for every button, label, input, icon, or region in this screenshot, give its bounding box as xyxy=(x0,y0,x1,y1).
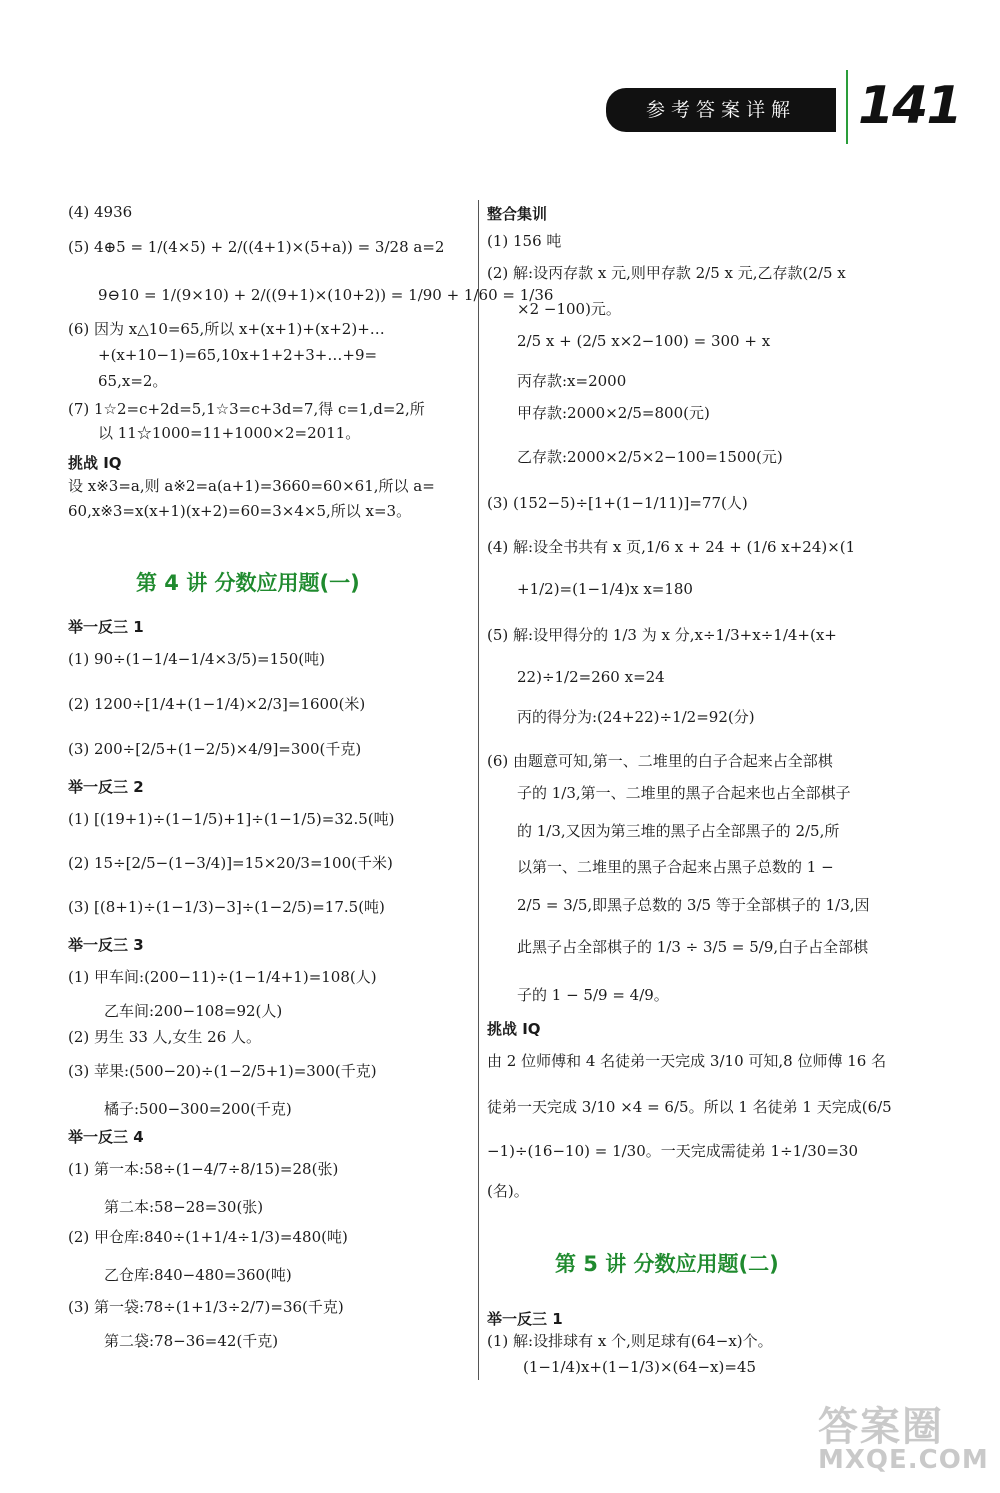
lecture-title: 第 5 讲 分数应用题(二) xyxy=(555,1252,779,1276)
section-heading: 举一反三 1 xyxy=(68,618,144,636)
section-heading: 挑战 IQ xyxy=(68,454,122,472)
answer-line: (名)。 xyxy=(487,1182,529,1200)
page-number: 141 xyxy=(858,76,961,136)
answer-line: ×2 −100)元。 xyxy=(517,300,621,318)
header-divider xyxy=(846,70,848,144)
answer-line: (6) 由题意可知,第一、二堆里的白子合起来占全部棋 xyxy=(487,752,833,770)
answer-line: (5) 4⊕5 = 1/(4×5) + 2/((4+1)×(5+a)) = 3/28 a=2 xyxy=(68,238,445,256)
answer-line: (5) 解:设甲得分的 1/3 为 x 分,x÷1/3+x÷1/4+(x+ xyxy=(487,626,837,644)
answer-line: (7) 1☆2=c+2d=5,1☆3=c+3d=7,得 c=1,d=2,所 xyxy=(68,400,425,418)
answer-line: (3) [(8+1)÷(1−1/3)−3]÷(1−2/5)=17.5(吨) xyxy=(68,898,385,916)
answer-line: (3) 苹果:(500−20)÷(1−2/5+1)=300(千克) xyxy=(68,1062,377,1080)
answer-line: (4) 解:设全书共有 x 页,1/6 x + 24 + (1/6 x+24)×(1 xyxy=(487,538,856,556)
answer-line: (2) 解:设丙存款 x 元,则甲存款 2/5 x 元,乙存款(2/5 x xyxy=(487,264,846,282)
answer-line: (6) 因为 x△10=65,所以 x+(x+1)+(x+2)+… xyxy=(68,320,385,338)
answer-line: 22)÷1/2=260 x=24 xyxy=(517,668,665,686)
answer-line: 的 1/3,又因为第三堆的黑子占全部黑子的 2/5,所 xyxy=(517,822,840,840)
answer-line: 丙的得分为:(24+22)÷1/2=92(分) xyxy=(517,708,755,726)
answer-line: (2) 1200÷[1/4+(1−1/4)×2/3]=1600(米) xyxy=(68,695,366,713)
answer-line: (3) 第一袋:78÷(1+1/3÷2/7)=36(千克) xyxy=(68,1298,344,1316)
answer-line: 65,x=2。 xyxy=(98,372,168,390)
column-divider xyxy=(478,200,479,1380)
lecture-title: 第 4 讲 分数应用题(一) xyxy=(136,571,360,595)
answer-line: (1) 解:设排球有 x 个,则足球有(64−x)个。 xyxy=(487,1332,773,1350)
watermark-text: 答案圈 xyxy=(818,1404,944,1450)
answer-line: 乙车间:200−108=92(人) xyxy=(104,1002,283,1020)
section-heading: 举一反三 2 xyxy=(68,778,144,796)
answer-line: −1)÷(16−10) = 1/30。一天完成需徒弟 1÷1/30=30 xyxy=(487,1142,858,1160)
answer-line: (2) 15÷[2/5−(1−3/4)]=15×20/3=100(千米) xyxy=(68,854,393,872)
answer-line: (1) 甲车间:(200−11)÷(1−1/4+1)=108(人) xyxy=(68,968,377,986)
answer-line: 设 x※3=a,则 a※2=a(a+1)=3660=60×61,所以 a= xyxy=(68,477,435,495)
answer-line: 2/5 = 3/5,即黑子总数的 3/5 等于全部棋子的 1/3,因 xyxy=(517,896,870,914)
answer-line: 徒弟一天完成 3/10 ×4 = 6/5。所以 1 名徒弟 1 天完成(6/5 xyxy=(487,1098,892,1116)
section-heading: 挑战 IQ xyxy=(487,1020,541,1038)
answer-line: 9⊖10 = 1/(9×10) + 2/((9+1)×(10+2)) = 1/90 + 1/60 = 1/36 xyxy=(98,286,554,304)
section-title-banner: 参考答案详解 xyxy=(606,88,836,132)
section-heading: 整合集训 xyxy=(487,205,548,223)
answer-line: +1/2)=(1−1/4)x x=180 xyxy=(517,580,693,598)
answer-line: +(x+10−1)=65,10x+1+2+3+…+9= xyxy=(98,346,378,364)
answer-line: 第二袋:78−36=42(千克) xyxy=(104,1332,279,1350)
answer-line: (1) 156 吨 xyxy=(487,232,562,250)
section-heading: 举一反三 4 xyxy=(68,1128,144,1146)
section-heading: 举一反三 1 xyxy=(487,1310,563,1328)
answer-line: 子的 1/3,第一、二堆里的黑子合起来也占全部棋子 xyxy=(517,784,851,802)
answer-line: 由 2 位师傅和 4 名徒弟一天完成 3/10 可知,8 位师傅 16 名 xyxy=(487,1052,887,1070)
answer-line: (4) 4936 xyxy=(68,203,133,221)
answer-line: 2/5 x + (2/5 x×2−100) = 300 + x xyxy=(517,332,771,350)
answer-line: (2) 甲仓库:840÷(1+1/4÷1/3)=480(吨) xyxy=(68,1228,348,1246)
answer-line: 子的 1 − 5/9 = 4/9。 xyxy=(517,986,669,1004)
answer-line: (3) (152−5)÷[1+(1−1/11)]=77(人) xyxy=(487,494,748,512)
answer-line: 60,x※3=x(x+1)(x+2)=60=3×4×5,所以 x=3。 xyxy=(68,502,412,520)
answer-line: (2) 男生 33 人,女生 26 人。 xyxy=(68,1028,262,1046)
answer-line: (1) [(19+1)÷(1−1/5)+1]÷(1−1/5)=32.5(吨) xyxy=(68,810,395,828)
watermark-url: MXQE.COM xyxy=(818,1445,989,1475)
answer-line: 橘子:500−300=200(千克) xyxy=(104,1100,292,1118)
answer-line: 以 11☆1000=11+1000×2=2011。 xyxy=(98,424,361,442)
answer-line: 第二本:58−28=30(张) xyxy=(104,1198,264,1216)
answer-line: (1) 第一本:58÷(1−4/7÷8/15)=28(张) xyxy=(68,1160,339,1178)
watermark-logo xyxy=(790,1395,990,1485)
answer-line: 以第一、二堆里的黑子合起来占黑子总数的 1 − xyxy=(517,858,834,876)
answer-line: (1−1/4)x+(1−1/3)×(64−x)=45 xyxy=(523,1358,756,1376)
answer-line: 丙存款:x=2000 xyxy=(517,372,627,390)
answer-line: 甲存款:2000×2/5=800(元) xyxy=(517,404,710,422)
answer-line: 乙存款:2000×2/5×2−100=1500(元) xyxy=(517,448,783,466)
answer-line: 此黑子占全部棋子的 1/3 ÷ 3/5 = 5/9,白子占全部棋 xyxy=(517,938,869,956)
answer-line: 乙仓库:840−480=360(吨) xyxy=(104,1266,292,1284)
answer-line: (3) 200÷[2/5+(1−2/5)×4/9]=300(千克) xyxy=(68,740,362,758)
answer-line: (1) 90÷(1−1/4−1/4×3/5)=150(吨) xyxy=(68,650,325,668)
section-heading: 举一反三 3 xyxy=(68,936,144,954)
